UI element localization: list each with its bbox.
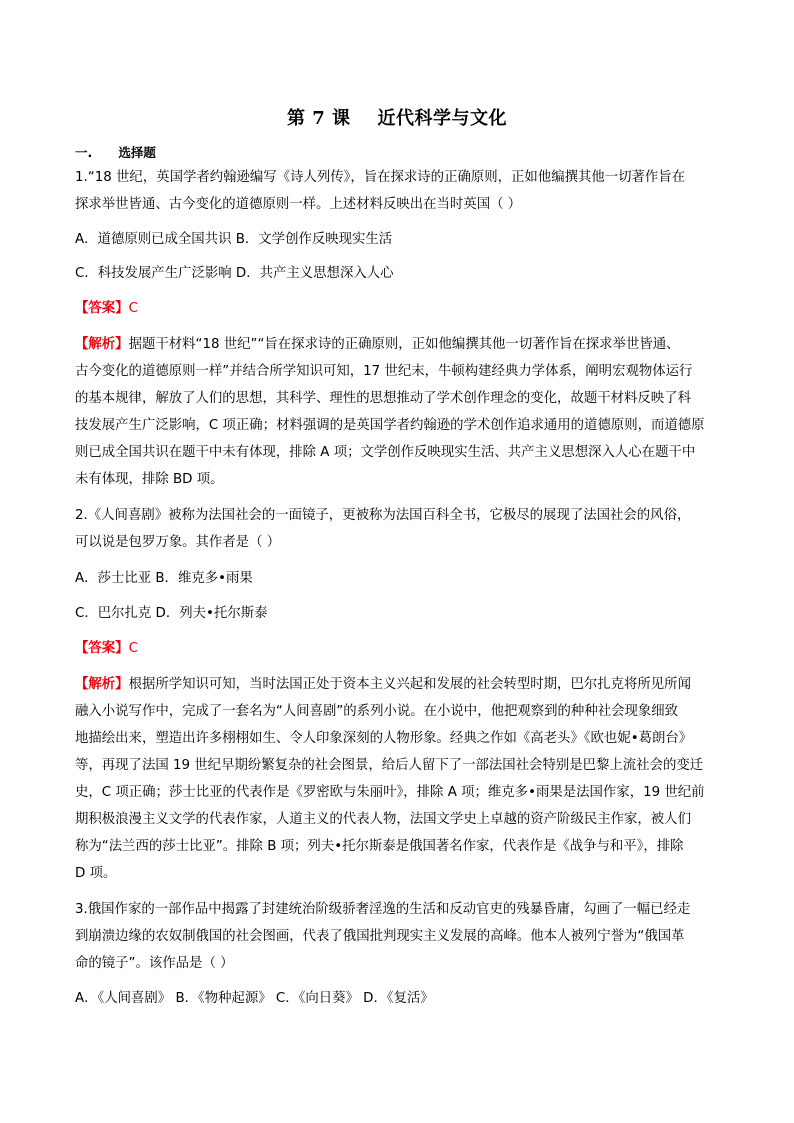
- analysis-tag: 【解析】: [75, 337, 129, 352]
- answer-value: C: [128, 641, 138, 656]
- answer-tag: 【答案】: [75, 301, 129, 316]
- q2-stem-line-1: 2.《人间喜剧》被称为法国社会的一面镜子，更被称为法国百科全书，它极尽的展现了法国社会的风俗，: [75, 508, 691, 523]
- q2-answer: [75, 640, 735, 658]
- q2-stem-line-2: 可以说是包罗万象。其作者是（ ）: [75, 535, 281, 550]
- q1-analysis-line-2: 古今变化的道德原则一样”并结合所学知识可知，17 世纪末，牛顿构建经典力学体系，阐明宏观物体运行: [75, 364, 693, 379]
- q2-analysis-line-3: 地描绘出来，塑造出许多栩栩如生、令人印象深刻的人物形象。经典之作如《高老头》《欧也妮•葛朗台》: [75, 731, 693, 746]
- q1-analysis-line-1: [75, 336, 735, 354]
- q2-analysis-line-8: D 项。: [75, 866, 117, 881]
- q3-option-line-1: A．《人间喜剧》 B．《物种起源》 C．《向日葵》 D．《复活》: [75, 991, 434, 1006]
- q1-analysis-line-4: 技发展产生广泛影响，C 项正确；材料强调的是英国学者约翰逊的学术创作追求通用的道德原则，而道德原: [75, 418, 705, 433]
- q2-analysis-line-4: 等，再现了法国 19 世纪早期纷繁复杂的社会图景，给后人留下了一部法国社会特别是巴黎上流社会的变迁: [75, 758, 704, 773]
- q2-analysis-line-1: [75, 676, 735, 694]
- q2-option-line-2: C．巴尔扎克 D．列夫•托尔斯泰: [75, 606, 268, 621]
- q1-stem-line-2: 探求举世皆通、古今变化的道德原则一样。上述材料反映出在当时英国（ ）: [75, 197, 522, 212]
- analysis-text: 据题干材料“18 世纪”“旨在探求诗的正确原则，正如他编撰其他一切著作旨在探求举世皆通、: [128, 337, 680, 352]
- q1-analysis-line-5: 则已成全国共识在题干中未有体现，排除 A 项；文学创作反映现实生活、共产主义思想深入人心在题干中: [75, 445, 696, 460]
- lesson-title: 第 7 课 近代科学与文化: [286, 108, 508, 129]
- q2-analysis-line-7: 称为“法兰西的莎士比亚”。排除 B 项；列夫•托尔斯泰是俄国著名作家，代表作是《战争与和平》，排除: [75, 839, 684, 854]
- answer-value: C: [128, 301, 138, 316]
- section-heading: 一. 选择题: [75, 145, 156, 160]
- q1-answer: [75, 300, 735, 318]
- analysis-text: 根据所学知识可知，当时法国正处于资本主义兴起和发展的社会转型时期，巴尔扎克将所见所闻: [128, 677, 691, 692]
- q2-analysis-line-6: 期积极浪漫主义文学的代表作家，人道主义的代表人物，法国文学史上卓越的资产阶级民主作家，被人们: [75, 812, 691, 827]
- q2-option-line-1: A．莎士比亚 B．维克多•雨果: [75, 571, 253, 586]
- answer-tag: 【答案】: [75, 641, 129, 656]
- q3-stem-line-3: 命的镜子”。该作品是（ ）: [75, 956, 234, 971]
- q2-analysis-line-2: 融入小说写作中，完成了一套名为“人间喜剧”的系列小说。在小说中，他把观察到的种种社会现象细致: [75, 704, 679, 719]
- q3-stem-line-1: 3.俄国作家的一部作品中揭露了封建统治阶级骄奢淫逸的生活和反动官吏的残暴昏庸，勾画了一幅已经走: [75, 902, 691, 917]
- q1-stem-line-1: 1.“18 世纪，英国学者约翰逊编写《诗人列传》，旨在探求诗的正确原则，正如他编撰其他一切著作旨在: [75, 170, 686, 185]
- q1-option-line-1: A．道德原则已成全国共识 B．文学创作反映现实生活: [75, 232, 393, 247]
- q1-option-line-2: C．科技发展产生广泛影响 D．共产主义思想深入人心: [75, 266, 394, 281]
- q1-analysis-line-3: 的基本规律，解放了人们的思想，其科学、理性的思想推动了学术创作理念的变化，故题干材料反映了科: [75, 391, 691, 406]
- q2-analysis-line-5: 史，C 项正确；莎士比亚的代表作是《罗密欧与朱丽叶》，排除 A 项；维克多•雨果是法国作家，19 世纪前: [75, 785, 705, 800]
- q1-analysis-line-6: 未有体现，排除 BD 项。: [75, 472, 224, 487]
- analysis-tag: 【解析】: [75, 677, 129, 692]
- q3-stem-line-2: 到崩溃边缘的农奴制俄国的社会图画，代表了俄国批判现实主义发展的高峰。他本人被列宁誉为“俄国革: [75, 929, 685, 944]
